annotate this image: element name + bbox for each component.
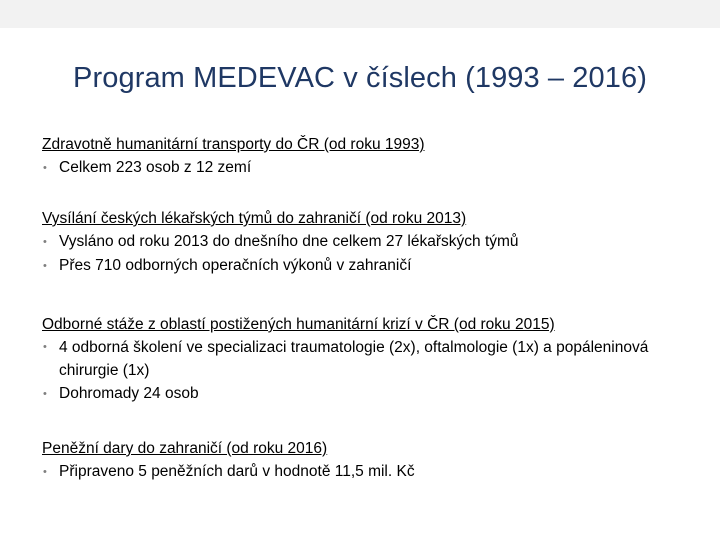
section-heading: Odborné stáže z oblastí postižených humanitární krizí v ČR (od roku 2015): [42, 316, 555, 333]
bullet-text: Přes 710 odborných operačních výkonů v zahraničí: [59, 257, 412, 274]
bullet-item: [42, 156, 692, 180]
bullet-dot-icon: •: [43, 341, 47, 353]
slide-title: Program MEDEVAC v číslech (1993 – 2016): [73, 62, 647, 94]
section-heading: Peněžní dary do zahraničí (od roku 2016): [42, 440, 328, 457]
bullet-item: [42, 254, 692, 278]
section-medical-teams: [42, 208, 692, 278]
bullet-text: Dohromady 24 osob: [59, 385, 199, 402]
bullet-text: Celkem 223 osob z 12 zemí: [59, 159, 252, 176]
bullet-text: 4 odborná školení ve specializaci traumatologie (2x), oftalmologie (1x) a popáleninová chirurgie (1x): [59, 339, 649, 379]
bullet-dot-icon: •: [43, 162, 47, 174]
bullet-item: [42, 382, 692, 406]
section-transports: [42, 134, 692, 180]
bullet-item: [42, 336, 692, 382]
section-heading: Vysílání českých lékařských týmů do zahraničí (od roku 2013): [42, 210, 467, 227]
top-band: [0, 0, 720, 28]
bullet-item: [42, 460, 692, 484]
section-internships: [42, 314, 692, 406]
bullet-text: Vysláno od roku 2013 do dnešního dne celkem 27 lékařských týmů: [59, 233, 519, 250]
section-donations: [42, 438, 692, 484]
bullet-dot-icon: •: [43, 466, 47, 478]
section-heading: Zdravotně humanitární transporty do ČR (od roku 1993): [42, 136, 425, 153]
bullet-dot-icon: •: [43, 260, 47, 272]
bullet-dot-icon: •: [43, 388, 47, 400]
bullet-item: [42, 230, 692, 254]
bullet-text: Připraveno 5 peněžních darů v hodnotě 11,5 mil. Kč: [59, 463, 415, 480]
bullet-dot-icon: •: [43, 236, 47, 248]
